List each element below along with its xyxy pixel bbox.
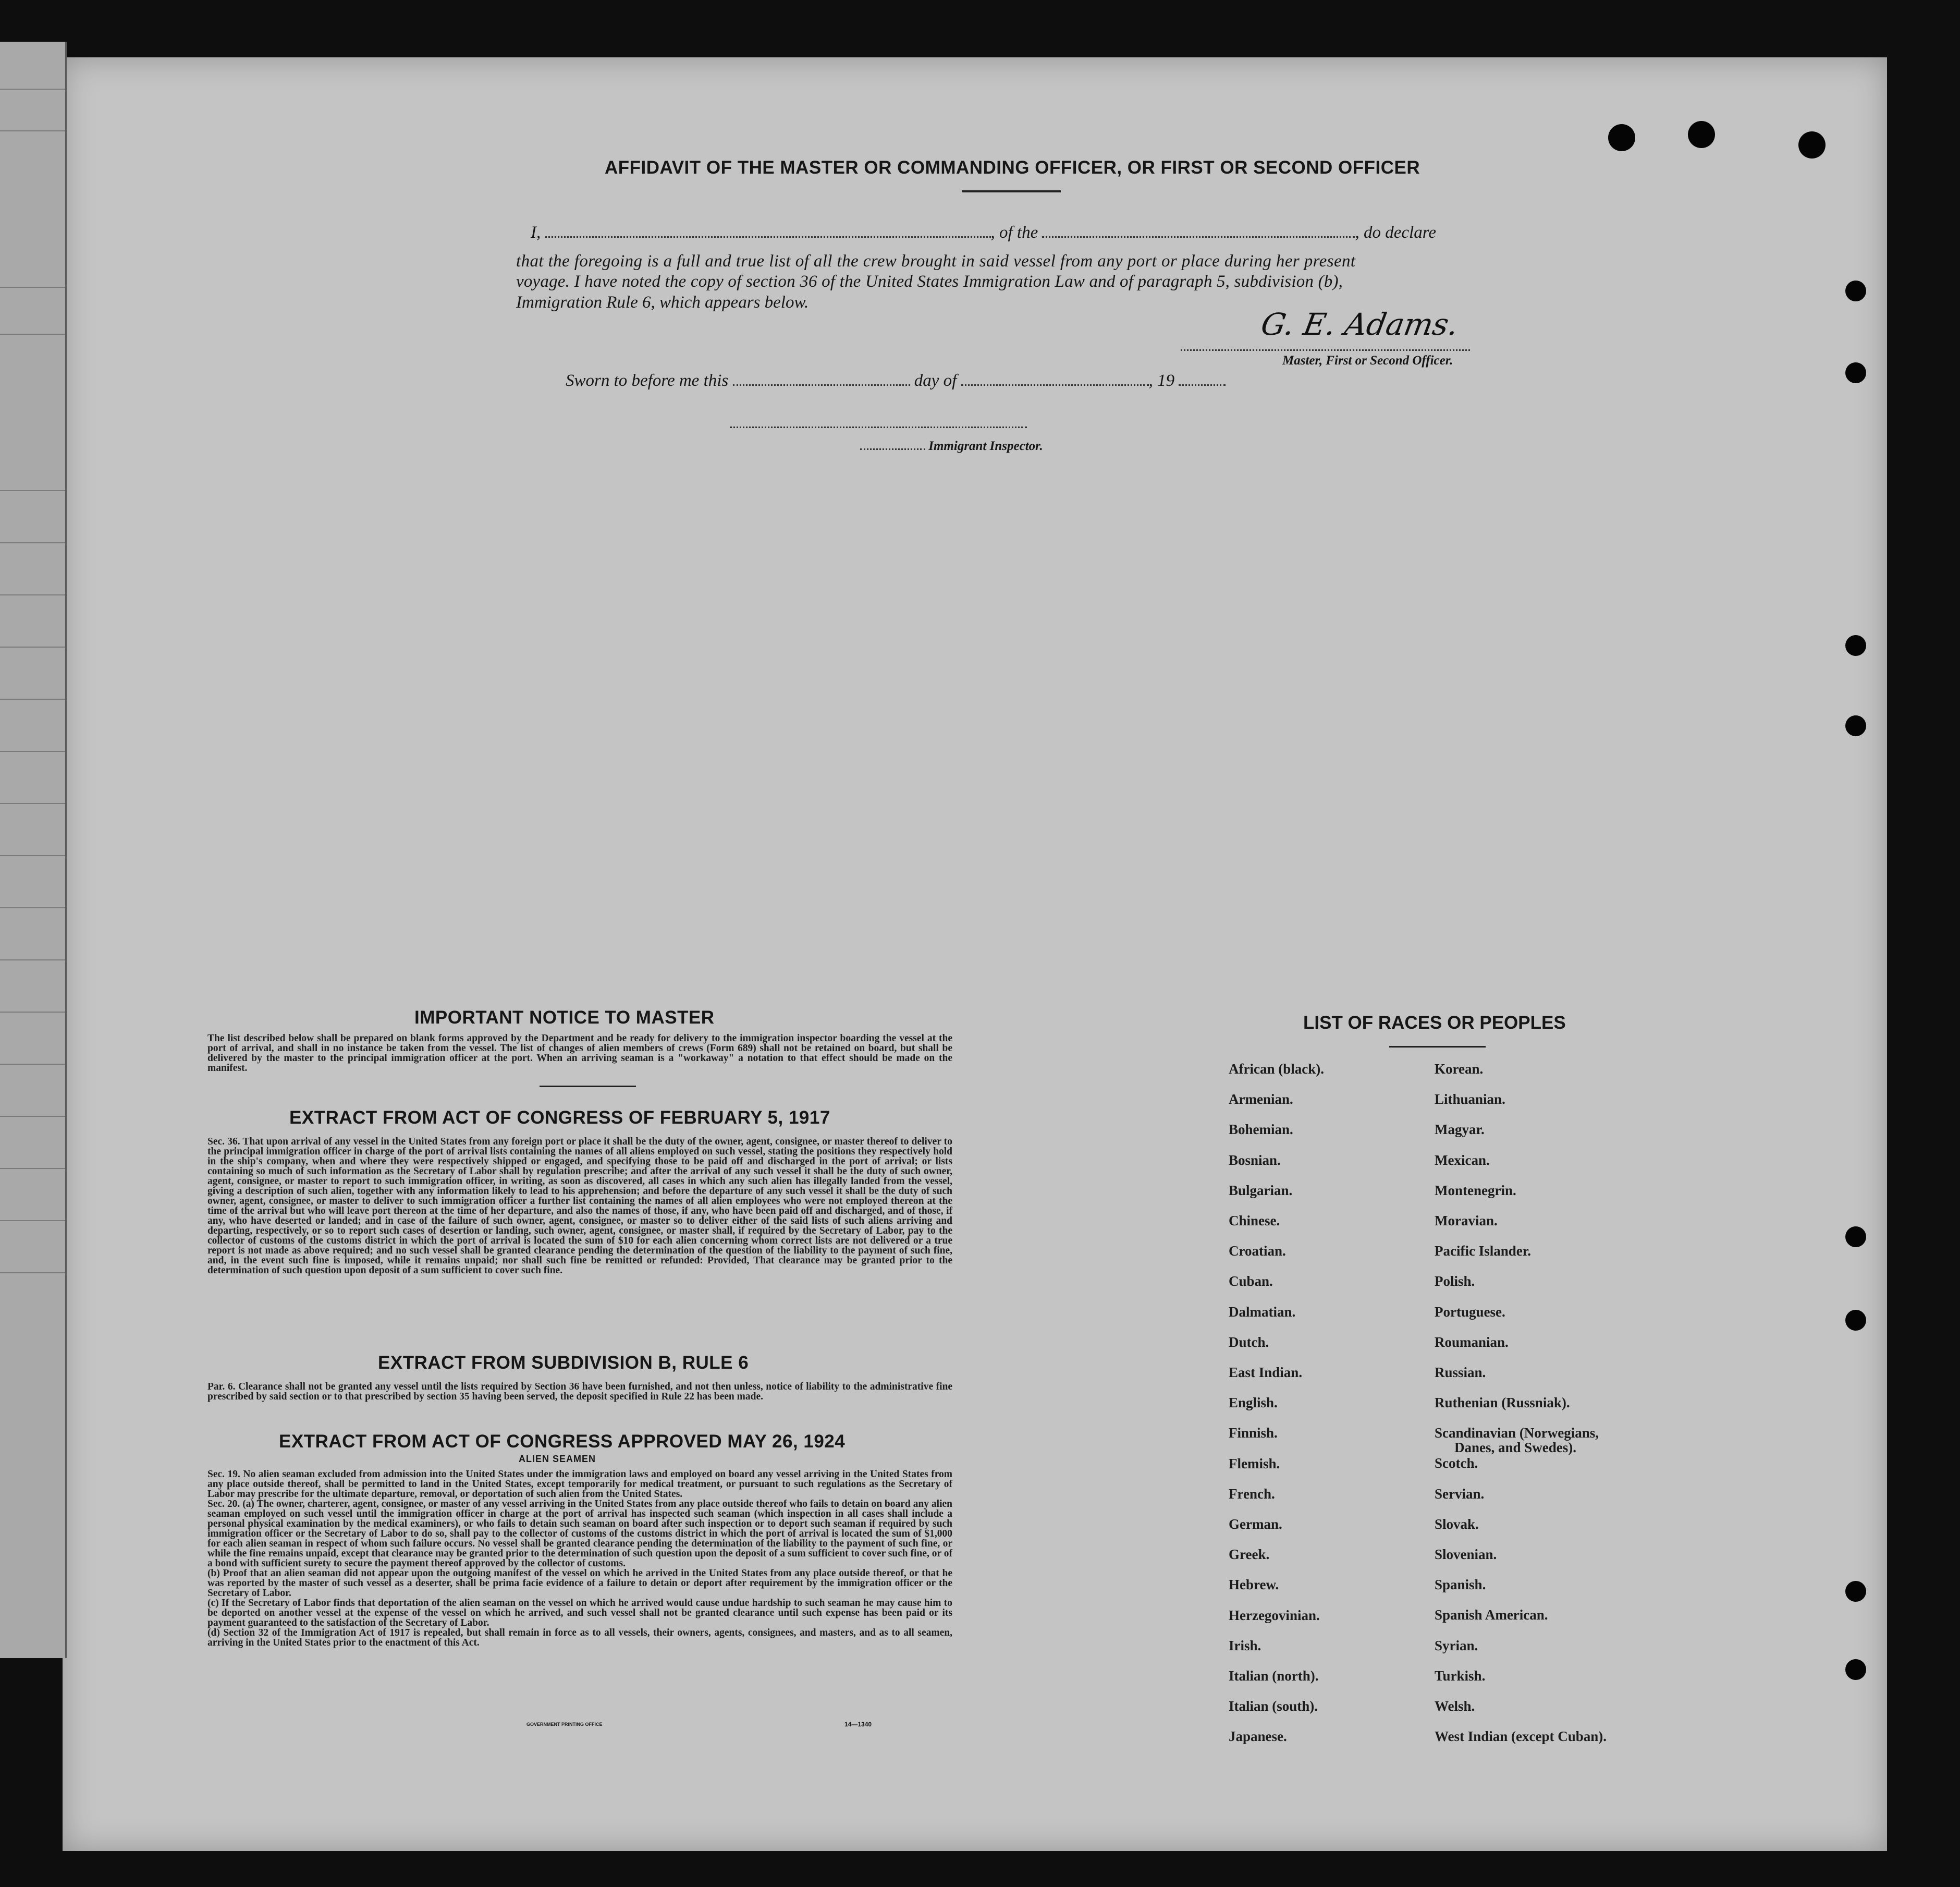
signature-line [1181, 348, 1470, 351]
race-item: Dutch. [1229, 1334, 1269, 1350]
sworn-year-text: , 19 [1148, 371, 1175, 390]
affidavit-line-1 [531, 223, 1436, 242]
race-item: Pacific Islander. [1435, 1243, 1531, 1259]
race-item: Finnish. [1229, 1425, 1278, 1441]
underlying-page-edge [0, 42, 67, 1658]
par6-paragraph: Par. 6. Clearance shall not be granted any vessel until the lists required by Section 36 have been furnished, and not then unless, notice of liability to the administrative fine prescribed by said section or to that prescribed by section 35 having been served, the deposit specified in Rule 22 has been made. [207, 1381, 952, 1402]
notice-rule [540, 1086, 636, 1087]
race-item: Lithuanian. [1435, 1091, 1505, 1107]
alien-seamen-subtitle: ALIEN SEAMEN [519, 1454, 596, 1464]
race-item: Moravian. [1435, 1213, 1498, 1228]
race-item: Greek. [1229, 1547, 1270, 1563]
race-item: English. [1229, 1395, 1278, 1411]
race-item: Japanese. [1229, 1728, 1287, 1745]
notice-text [183, 1033, 952, 1073]
inspector-blank [860, 448, 925, 450]
race-item: Italian (north). [1229, 1668, 1319, 1684]
race-item: Scotch. [1435, 1455, 1478, 1471]
race-item: East Indian. [1229, 1365, 1303, 1380]
race-item: Spanish. [1435, 1577, 1486, 1593]
race-item: Irish. [1229, 1637, 1261, 1653]
sec20c-paragraph: (c) If the Secretary of Labor finds that deportation of the alien seaman on the vessel on which he arrived would cause undue hardship to such seaman he may cause him to be deported on another vessel at the expense of the vessel on which he arrived, and such vessel shall not be granted clearance until such expense has been paid or its payment guaranteed to the satisfaction of the Secretary of Labor. [207, 1598, 952, 1628]
punch-hole [1845, 715, 1866, 736]
extract-1917-title: EXTRACT FROM ACT OF CONGRESS OF FEBRUARY 5, 1917 [289, 1107, 830, 1128]
notice-title: IMPORTANT NOTICE TO MASTER [414, 1007, 715, 1028]
punch-hole [1845, 362, 1866, 383]
extract-1917-text [183, 1137, 952, 1275]
race-item: Armenian. [1229, 1091, 1293, 1107]
extract-1924-title: EXTRACT FROM ACT OF CONGRESS APPROVED MAY 26, 1924 [279, 1431, 846, 1452]
race-item: Herzegovinian. [1229, 1607, 1320, 1623]
punch-hole [1845, 635, 1866, 656]
race-item: Scandinavian (Norwegians, [1435, 1425, 1599, 1441]
race-item: Polish. [1435, 1273, 1475, 1289]
affidavit-title: AFFIDAVIT OF THE MASTER OR COMMANDING OFFICER, OR FIRST OR SECOND OFFICER [605, 157, 1420, 178]
punch-hole [1688, 121, 1715, 148]
sec36-paragraph: Sec. 36. That upon arrival of any vessel in the United States from any foreign port or place it shall be the duty of the owner, agent, consignee, or master thereof to deliver to the principal immigration officer in charge of the port of arrival lists containing the names of all aliens employed on such vessel, stating the positions they respectively hold in the ship's company, when and where they were respectively shipped or engaged, and specifying those to be paid off and discharged in the port of arrival; or lists containing so much of such information as the Secretary of Labor shall by regulation prescribe; and after the arrival of any such vessel it shall be the duty of such owner, agent, consignee, or master to report to such immigration officer, in writing, as soon as discovered, all cases in which any such alien has illegally landed from the vessel, giving a description of such alien, together with any information likely to lead to his apprehension; and before the departure of any such vessel it shall be the duty of such owner, agent, consignee, or master to deliver to such immigration officer a further list containing the names of all alien employees who were not employed thereon at the time of the arrival but who will leave port thereon at the time of her departure, and also the names of those, if any, who have been paid off and discharged, and of those, if any, who have deserted or landed; and in case of the failure of such owner, agent, consignee, or master so to deliver either of the said lists of such aliens arriving and departing, respectively, or so to report such cases of desertion or landing, such owner, agent, consignee, or master shall, if required by the Secretary of Labor, pay to the collector of customs of the customs district in which the port of arrival is located the sum of $10 for each alien concerning whom correct lists are not delivered or a true report is not made as above required; and no such vessel shall be granted clearance pending the determination of the question of the liability to the payment of such fine, and, in the event such fine is imposed, while it remains unpaid; nor shall such fine be remitted or refunded: Provided, That clearance may be granted prior to the determination of such question upon deposit of a sum sufficient to cover such fine. [207, 1136, 952, 1276]
punch-hole [1608, 124, 1635, 151]
declarant-name-blank [545, 236, 991, 238]
race-item: Magyar. [1435, 1122, 1485, 1138]
punch-hole [1845, 1226, 1866, 1247]
punch-hole [1845, 1659, 1866, 1680]
form-number: 14—1340 [844, 1721, 872, 1728]
race-item: Syrian. [1435, 1637, 1478, 1653]
race-item: Dalmatian. [1229, 1304, 1296, 1320]
sworn-year-blank [1179, 384, 1226, 386]
race-item: Chinese. [1229, 1213, 1280, 1228]
race-item: Bulgarian. [1229, 1182, 1293, 1198]
sworn-day-text: day of [914, 371, 957, 390]
inspector-caption [860, 439, 1043, 454]
race-item: Turkish. [1435, 1667, 1486, 1684]
race-item: Russian. [1435, 1365, 1486, 1380]
master-signature: G. E. Adams. [1258, 307, 1462, 342]
inspector-signature-line [730, 427, 1027, 428]
sec20d-paragraph: (d) Section 32 of the Immigration Act of 1917 is repealed, but shall remain in force as to all vessels, their owners, agents, consignees, and masters, and as to all seamen, arriving in the United States prior to the enactment of this Act. [207, 1627, 952, 1648]
race-item: Flemish. [1229, 1455, 1280, 1471]
race-item: French. [1229, 1486, 1275, 1502]
race-item: Bosnian. [1229, 1152, 1281, 1168]
affidavit-line-3: voyage. I have noted the copy of section 36 of the United States Immigration Law and of paragraph 5, subdivision (b), [516, 272, 1343, 291]
race-item: Servian. [1435, 1486, 1485, 1502]
declarant-prefix: I, [531, 223, 541, 242]
extract-rule6-title: EXTRACT FROM SUBDIVISION B, RULE 6 [378, 1353, 749, 1373]
race-item: Welsh. [1435, 1698, 1475, 1714]
race-item: Italian (south). [1229, 1698, 1318, 1714]
printer-imprint: GOVERNMENT PRINTING OFFICE [526, 1722, 603, 1727]
race-item: Danes, and Swedes). [1454, 1440, 1577, 1456]
extract-rule6-text [183, 1382, 952, 1402]
race-item: Croatian. [1229, 1243, 1286, 1259]
race-item: West Indian (except Cuban). [1435, 1728, 1607, 1745]
punch-hole [1845, 1581, 1866, 1602]
sworn-day-blank [733, 384, 910, 386]
race-item: Korean. [1435, 1061, 1484, 1077]
race-item: Ruthenian (Russniak). [1435, 1395, 1570, 1411]
vessel-name-blank [1042, 236, 1355, 238]
inspector-caption-text: Immigrant Inspector. [928, 439, 1043, 453]
punch-hole [1845, 281, 1866, 301]
race-item: Montenegrin. [1435, 1182, 1516, 1198]
race-item: Spanish American. [1435, 1607, 1548, 1623]
race-item: German. [1229, 1516, 1282, 1532]
race-item: Slovenian. [1435, 1547, 1497, 1562]
declare-text: , do declare [1355, 223, 1436, 242]
race-item: Mexican. [1435, 1152, 1490, 1168]
notice-paragraph: The list described below shall be prepared on blank forms approved by the Department and be ready for delivery to the immigration inspector boarding the vessel at the port of arrival, and shall in no instance be taken from the vessel. The list of changes of alien members of crews (Form 689) shall not be retained on board, but shall be delivered by the master to the principal immigration officer at the port. When an arriving seaman is a "workaway" a notation to that effect should be made on the manifest. [207, 1033, 952, 1074]
punch-hole [1845, 1310, 1866, 1331]
title-rule [962, 190, 1061, 192]
of-the-text: , of the [990, 223, 1038, 242]
affidavit-line-2: that the foregoing is a full and true list of all the crew brought in said vessel from any port or place during her present [516, 252, 1356, 271]
race-item: Portuguese. [1435, 1304, 1505, 1320]
sworn-line [566, 371, 1226, 391]
extract-1924-text [183, 1469, 952, 1648]
signature-caption: Master, First or Second Officer. [1282, 354, 1453, 368]
race-item: Hebrew. [1229, 1577, 1279, 1593]
race-item: Slovak. [1435, 1516, 1479, 1532]
race-item: Bohemian. [1229, 1122, 1293, 1138]
race-item: Roumanian. [1435, 1334, 1509, 1350]
sec19-paragraph: Sec. 19. No alien seaman excluded from admission into the United States under the immigration laws and employed on board any vessel arriving in the United States from any place outside thereof, shall be permitted to land in the United States, except temporarily for medical treatment, or pursuant to such regulations as the Secretary of Labor may prescribe for the ultimate departure, removal, or deportation of such alien from the United States. [207, 1469, 952, 1500]
sec20b-paragraph: (b) Proof that an alien seaman did not appear upon the outgoing manifest of the vessel on which he arrived in the United States from any place outside thereof, or that he was reported by the master of such vessel as a deserter, shall be prima facie evidence of a failure to detain or deport after requirement by the immigration officer or the Secretary of Labor. [207, 1568, 952, 1599]
sworn-month-blank [961, 384, 1149, 386]
races-title: LIST OF RACES OR PEOPLES [1303, 1013, 1566, 1033]
race-item: Cuban. [1229, 1273, 1273, 1289]
races-title-rule [1389, 1046, 1486, 1048]
affidavit-line-4: Immigration Rule 6, which appears below. [516, 293, 809, 312]
sworn-prefix: Sworn to before me this [566, 371, 729, 390]
punch-hole [1798, 131, 1826, 159]
race-item: African (black). [1229, 1061, 1324, 1077]
sec20a-paragraph: Sec. 20. (a) The owner, charterer, agent, consignee, or master of any vessel arriving in the United States from any place outside thereof who fails to detain on board any alien seaman employed on such vessel until the immigration officer in charge at the port of arrival has inspected such seaman (which inspection in all cases shall include a personal physical examination by the medical examiners), or who fails to detain such seaman on board after such inspection or to deport such seaman if required by such immigration officer or the Secretary of Labor to do so, shall pay to the collector of customs of the customs district in which the port of arrival is located the sum of $1,000 for each alien seaman in respect of whom such failure occurs. No vessel shall be granted clearance pending the determination of the liability to the payment of such fine, or while the fine remains unpaid, except that clearance may be granted prior to the determination of such question upon the deposit of a sum sufficient to cover such fine, or of a bond with sufficient surety to secure the payment thereof approved by the collector of customs. [207, 1499, 952, 1569]
